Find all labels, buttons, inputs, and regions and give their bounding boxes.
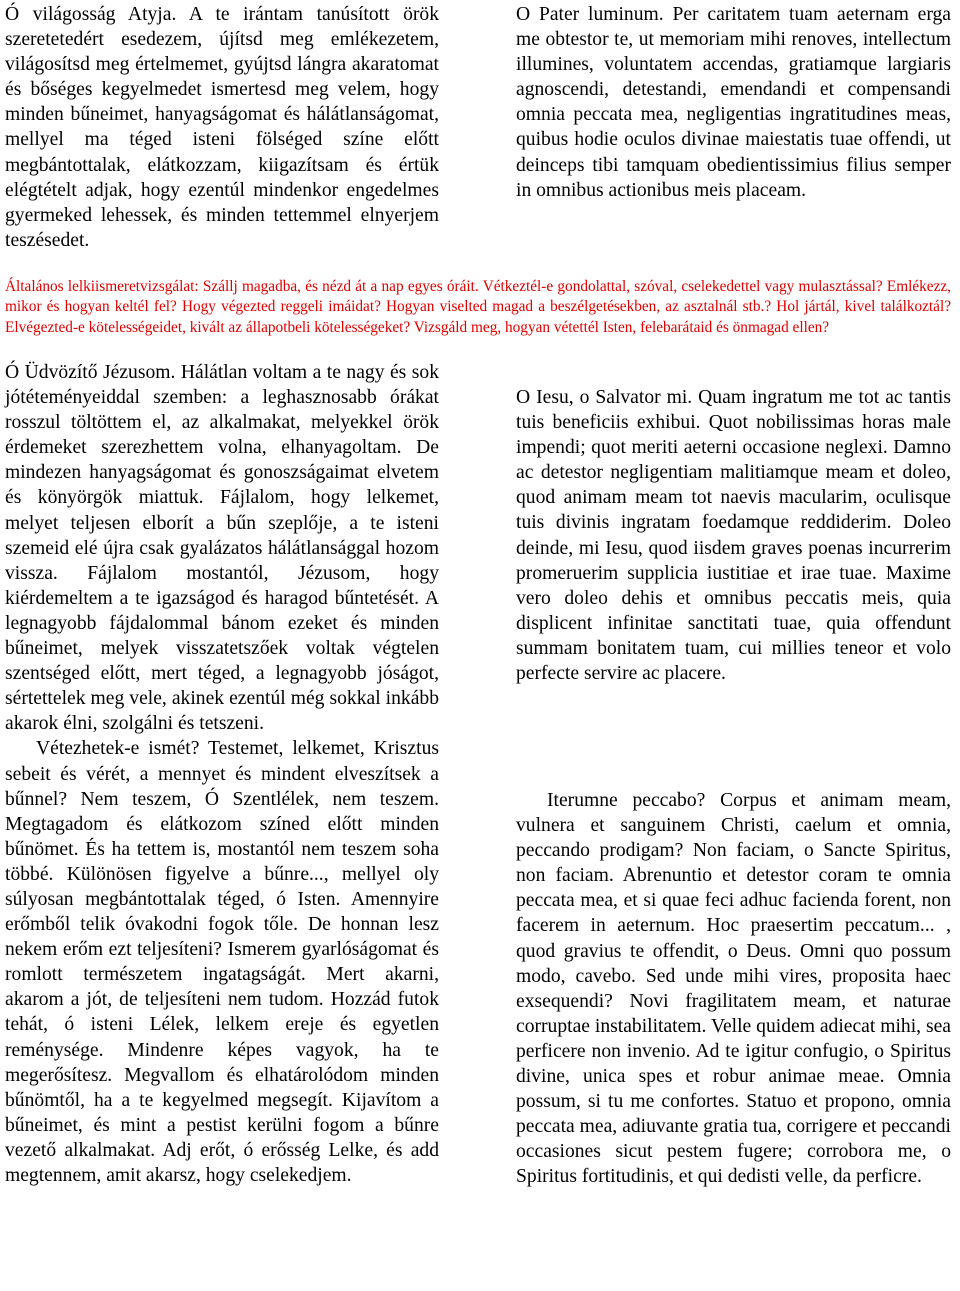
paragraph-hu-3: Vétezhetek-e ismét? Testemet, lelkemet, Krisztus sebeit és vérét, a mennyet és mindent elveszítsek a bűnnel? Nem teszem, Ó Szentlélek, nem teszem. Megtagadom és elátkozom színed előtt minden bűnömet. És ha tettem is, mostantól nem teszem soha többé. Különösen figyelve a bűnre..., mellyel oly súlyosan megbántottalak téged, ó Isten. Amennyire erőmből telik óvakodni fogok tőle. De honnan lesz nekem erőm ezt teljesíteni? Ismerem gyarlóságomat és romlott természetem ingatagságát. Mert akarni, akarom a jót, de teljesíteni nem tudom. Hozzád futok tehát, ó isteni Lélek, lelkem ereje és egyetlen reménysége. Mindenre képes vagyok, ha te megerősítesz. Megvallom és elhatárolódom minden bűnömtől, ha a te kegyelmed megsegít. Kijavítom a bűneimet, és mint a pestist kerülni fogom a bűnre vezető alkalmakat. Adj erőt, ó erősség Lelke, és add megtennem, amit akarsz, hogy cselekedjem. (5, 738, 439, 1186)
paragraph-la-3: Iterumne peccabo? Corpus et animam meam, vulnera et sanguinem Christi, caelum et omnia, peccando prodigam? Non faciam, o Sancte Spiritus, non faciam. Abrenuntio et detestor coram te omnia peccata mea, et si quae feci adhuc facienda forent, non facerem in aeternum. Hoc praesertim peccatum... , quod gravius te offendit, o Deus. Omni quo possum modo, cavebo. Sed unde mihi vires, proposita haec exsequendi? Novi fragilitatem meam, et naturae corruptae instabilitatem. Velle quidem adiecat mihi, sea perficere non invenio. Ad te igitur confugio, o Spiritus divine, unica spes et robur animae meae. Omnia possum, si tu me confortes. Statuo et propono, omnia peccata mea, adiuvante gratia tua, corrigere et peccandi occasiones sicut pestem fugere; corrobora me, o Spiritus fortitudinis, et qui dedisti velle, da perficre. (516, 790, 951, 1188)
latin-prayer-salvator (516, 385, 951, 686)
hungarian-prayer-father-of-light (5, 2, 439, 253)
paragraph-hu-1: Ó világosság Atyja. A te irántam tanúsított örök szeretetedért esedezem, újítsd meg emlékezetem, világosítsd meg értelmemet, gyújtsd lángra akaratomat és bőséges kegyelmedet ismertesd meg velem, hogy minden bűneimet, hanyagságomat és hálátlanságomat, mellyel ma téged isteni fölséged színe előtt megbántottalak, elátkozzam, kiigazítsam és értük elégtételt adjak, hogy ezentúl mindenkor engedelmes gyermeked lehessek, és minden tettemmel elnyerjem teszésedet. (5, 4, 439, 251)
paragraph-hu-2: Ó Üdvözítő Jézusom. Hálátlan voltam a te nagy és sok jótéteményeiddal szemben: a leghasznosabb órákat rosszul töltöttem el, az alkalmakat, melyekkel örök érdemeket szerezhettem volna, elhanyagoltam. De mindezen hanyagságomat és gonoszságaimat elvetem és könyörgök miattuk. Fájlalom, hogy lelkemet, melyet teljesen elborít a bűn szeplője, a te isteni szemeid elé újra csak gyalázatos hálátlansággal hozom vissza. Fájlalom mostantól, Jézusom, hogy kiérdemeltem a te igazságod és haragod bűntetését. A legnagyobb fájdalommal bánom ezeket és minden bűneimet, melyek visszatetszőek voltak végtelen szentséged előtt, mert téged, a legnagyobb jóságot, sértettelek meg vele, akinek ezentúl még sokkal inkább akarok élni, szolgálni és tetszeni. (5, 362, 439, 735)
latin-prayer-pater-luminum (516, 2, 951, 203)
latin-prayer-iterumne-peccabo (516, 788, 951, 1190)
hungarian-prayer-savior (5, 360, 439, 1188)
conscience-examination-instructions: Általános lelkiismeretvizsgálat: Szállj magadba, és nézd át a nap egyes óráit. Vétkeztél-e gondolattal, szóval, cselekedettel vagy mulasztással? Emlékezz, mikor és hogyan keltél fel? Hogy végezted reggeli imáidat? Hogyan viselted magad a beszélgetésekben, az asztalnál stb.? Hol jártál, kivel találkoztál? Elvégezted-e kötelességeidet, kivált az állapotbeli kötelességeket? Vizsgáld meg, hogyan vétettél Isten, felebarátaid és önmagad ellen? (5, 278, 951, 336)
paragraph-la-1: O Pater luminum. Per caritatem tuam aeternam erga me obtestor te, ut memoriam mihi renoves, intellectum illumines, voluntatem accendas, gratiamque largiaris agnoscendi, detestandi, emendandi et compensandi omnia peccata mea, negligentias ingratitudines meas, quibus hodie oculos divinae maiestatis tuae offendi, ut deinceps tibi tamquam obedientissimius filius semper in omnibus actionibus meis placeam. (516, 4, 951, 201)
paragraph-la-2: O Iesu, o Salvator mi. Quam ingratum me tot ac tantis tuis beneficiis exhibui. Quot nobilissimas horas male impendi; quot meriti aeterni occasione neglexi. Damno ac detestor negligentiam malitiamque meam et doleo, quod animam meam tot naevis macularim, oculisque tuis divinis ingratam foedamque reddiderim. Doleo deinde, mi Iesu, quod iisdem graves poenas incurrerim promeruerim supplicia iustitiae et irae tuae. Maxime vero doleo dehis et omnibus peccatis meis, quia displicent infinitae sanctitati tuae, quia offendunt summam bonitatem tuam, cui millies teneor et volo perfecte servire ac placere. (516, 387, 951, 685)
